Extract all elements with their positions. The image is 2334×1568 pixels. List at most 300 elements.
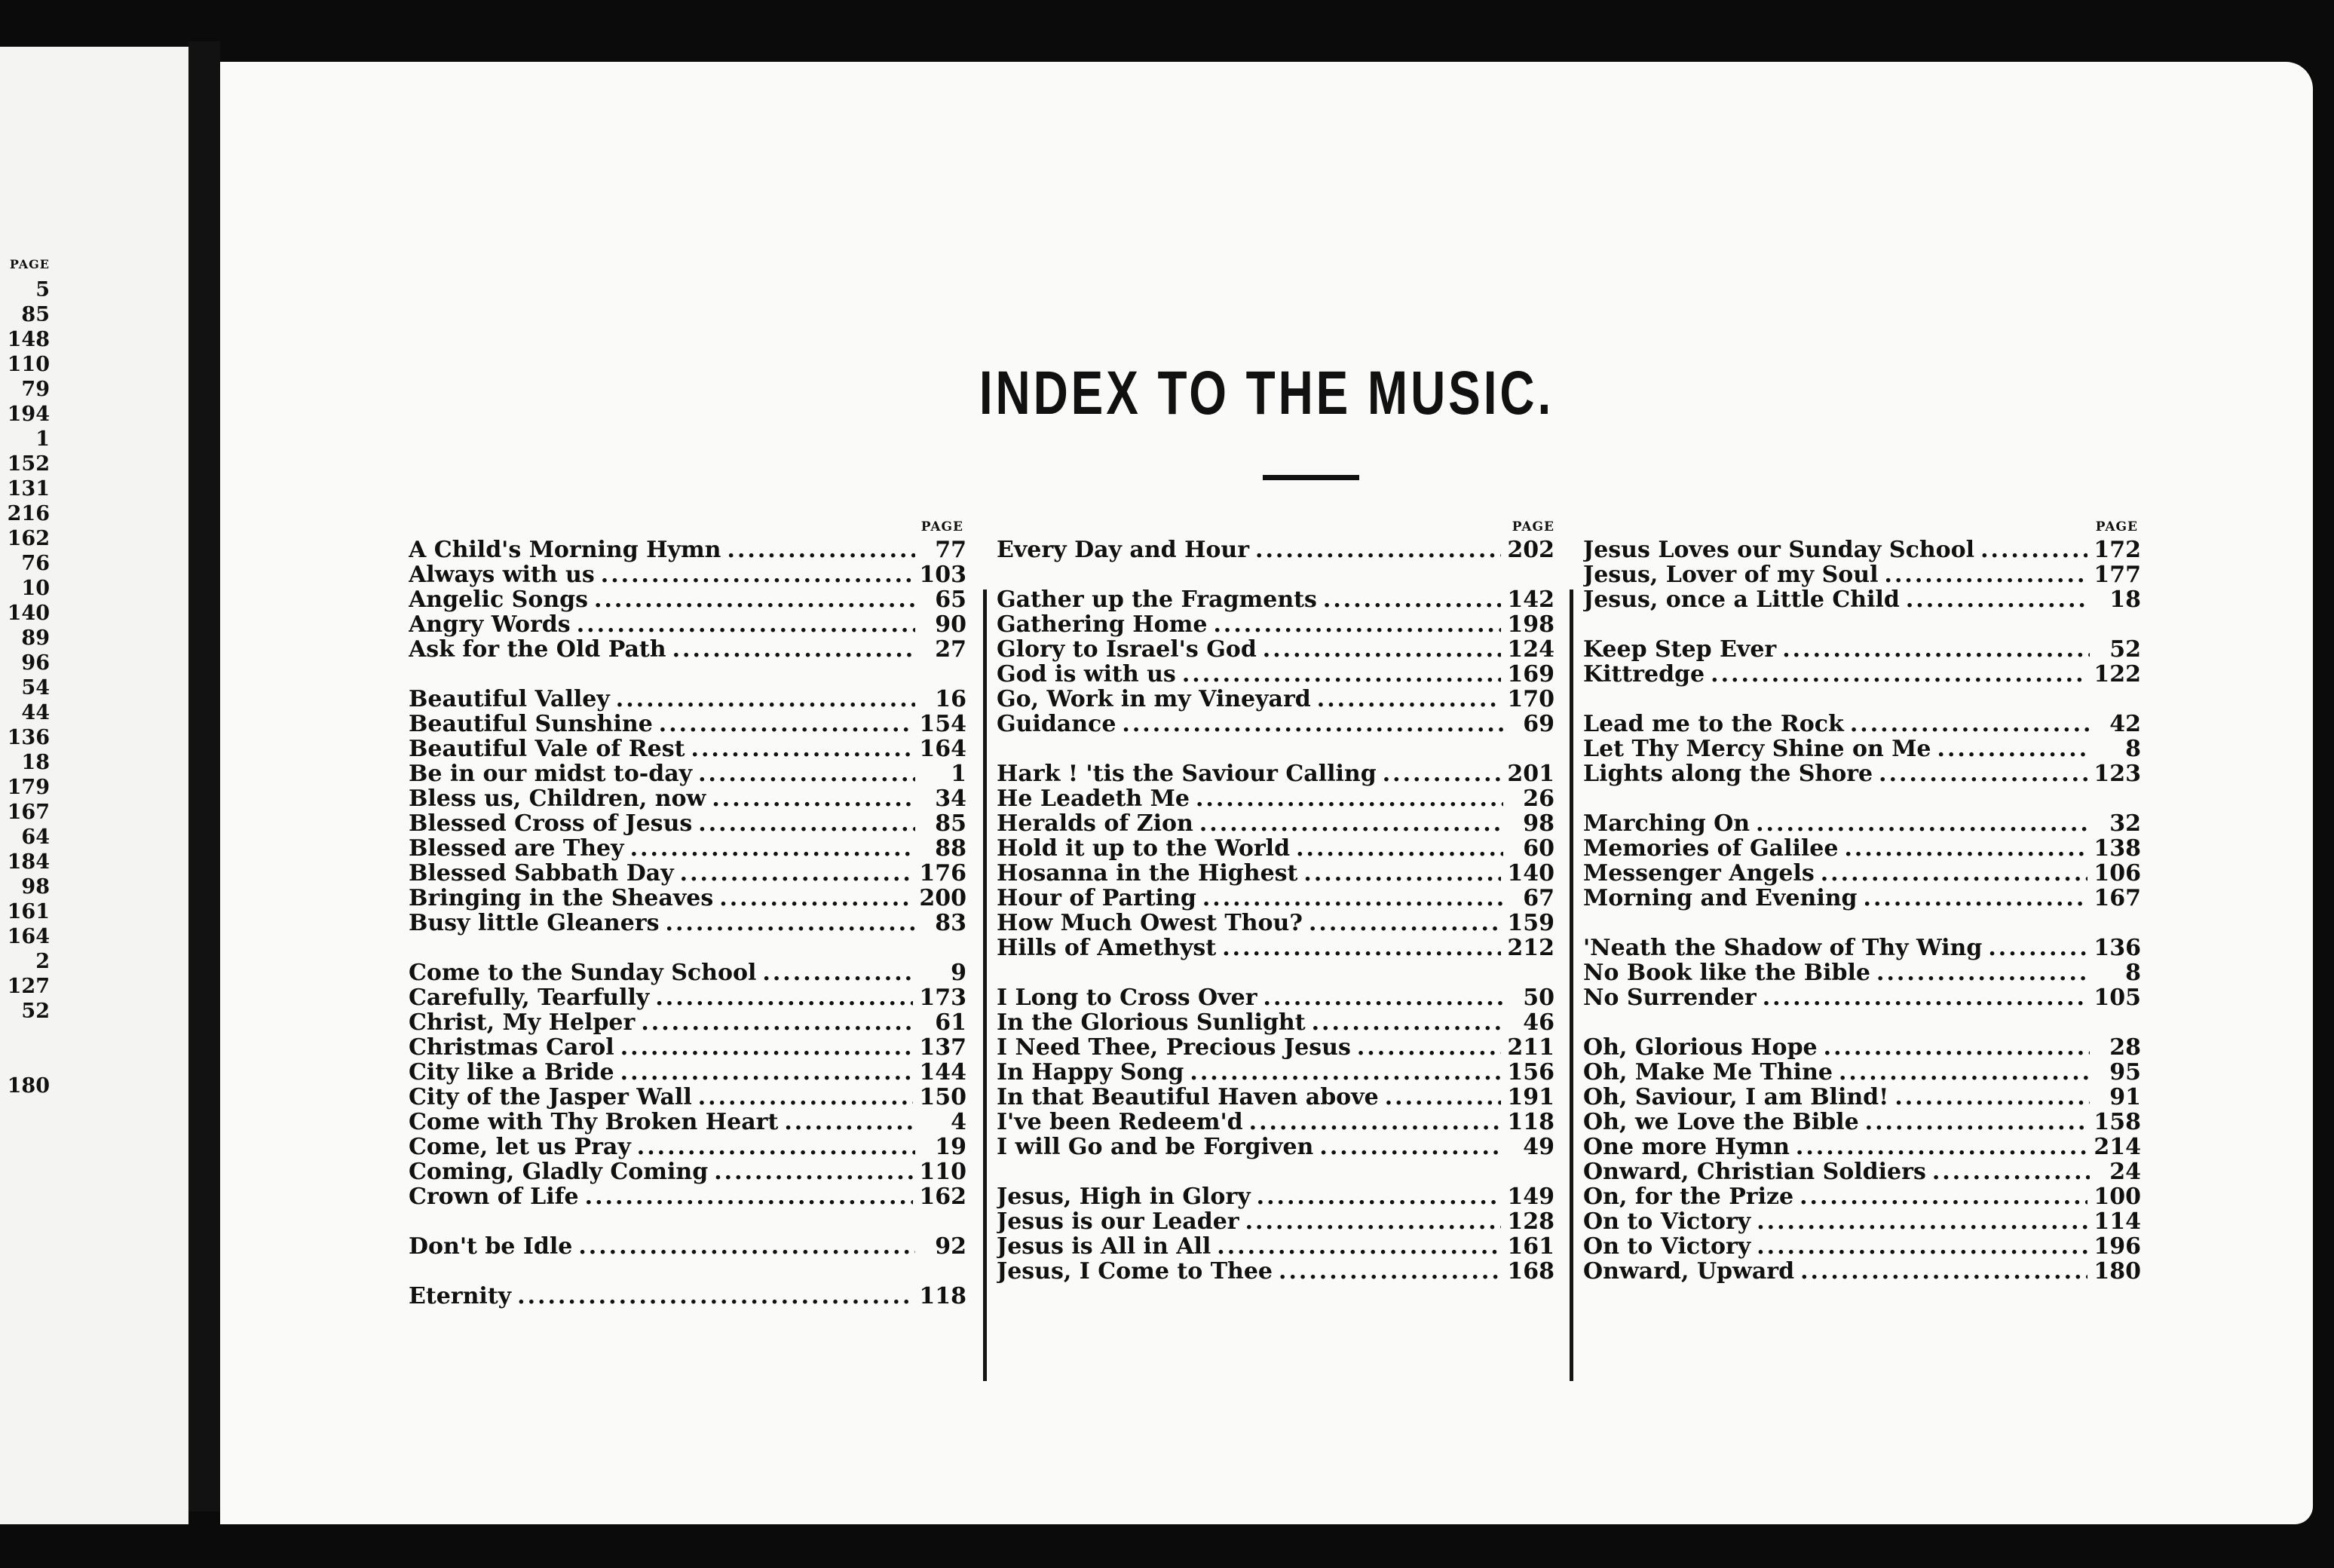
dot-leader [637, 1135, 915, 1159]
hymn-title: Memories of Galilee [1583, 836, 1839, 861]
hymn-title: Christ, My Helper [409, 1010, 636, 1035]
index-entry [997, 1060, 1554, 1085]
page-number: 24 [2109, 1159, 2141, 1184]
dot-leader [727, 537, 916, 562]
page-number: 140 [1507, 861, 1554, 886]
index-entry [997, 911, 1554, 936]
dot-leader [1263, 637, 1502, 662]
page-number: 149 [1507, 1184, 1554, 1209]
index-entry [409, 786, 966, 811]
index-entry [1583, 1159, 2141, 1184]
index-entry [409, 985, 966, 1010]
entry-gap [1583, 1010, 2141, 1035]
index-entry [997, 1135, 1554, 1159]
dot-leader [517, 1284, 913, 1309]
dot-leader [1879, 761, 2087, 786]
hymn-title: 'Neath the Shadow of Thy Wing [1583, 936, 1983, 960]
index-entry [997, 712, 1554, 737]
dot-leader [666, 911, 915, 936]
dot-leader [1988, 936, 2087, 960]
left-page-number: 98 [21, 875, 50, 899]
hymn-title: Jesus, I Come to Thee [997, 1259, 1273, 1284]
hymn-title: On, for the Prize [1583, 1184, 1794, 1209]
dot-leader [1222, 936, 1501, 960]
index-entry [997, 811, 1554, 836]
hymn-title: Bless us, Children, now [409, 786, 706, 811]
index-column-3 [1583, 519, 2141, 1284]
page-number: 9 [951, 960, 966, 985]
dot-leader [1196, 786, 1503, 811]
hymn-title: Go, Work in my Vineyard [997, 687, 1311, 712]
dot-leader [577, 612, 915, 637]
dot-leader [1202, 886, 1503, 911]
index-entry [997, 587, 1554, 612]
hymn-title: Hosanna in the Highest [997, 861, 1298, 886]
index-column-2 [997, 537, 1554, 1284]
index-entry [1583, 1259, 2141, 1284]
dot-leader [719, 886, 913, 911]
left-page-number: 54 [21, 676, 50, 700]
page-number: 138 [2094, 836, 2141, 861]
hymn-title: Blessed Cross of Jesus [409, 811, 693, 836]
dot-leader [655, 985, 913, 1010]
hymn-title: Glory to Israel's God [997, 637, 1257, 662]
index-entry [1583, 1209, 2141, 1234]
index-entry [997, 1234, 1554, 1259]
dot-leader [1255, 537, 1501, 562]
hymn-title: Jesus, once a Little Child [1583, 587, 1900, 612]
column-divider [1570, 590, 1573, 1381]
hymn-title: Busy little Gleaners [409, 911, 660, 936]
index-entry [409, 1284, 966, 1309]
page-number: 169 [1507, 662, 1554, 687]
index-entry [409, 1060, 966, 1085]
page-number: 158 [2094, 1110, 2141, 1135]
index-entry [997, 1010, 1554, 1035]
dot-leader [1303, 861, 1501, 886]
index-entry [1583, 1234, 2141, 1259]
page-number: 156 [1507, 1060, 1554, 1085]
hymn-title: Guidance [997, 712, 1116, 737]
page-number: 91 [2109, 1085, 2141, 1110]
dot-leader [641, 1010, 915, 1035]
page-number: 19 [935, 1135, 966, 1159]
page-number: 114 [2094, 1209, 2141, 1234]
dot-leader [680, 861, 914, 886]
dot-leader [1319, 1135, 1503, 1159]
hymn-title: Hills of Amethyst [997, 936, 1217, 960]
index-entry [409, 836, 966, 861]
index-entry [997, 1110, 1554, 1135]
left-page-number: 127 [7, 975, 50, 998]
left-page-number: 79 [21, 378, 50, 401]
left-page-number: 161 [7, 900, 50, 923]
index-entry [997, 836, 1554, 861]
hymn-title: Gathering Home [997, 612, 1208, 637]
hymn-title: City of the Jasper Wall [409, 1085, 692, 1110]
page-number: 32 [2109, 811, 2141, 836]
index-entry [409, 1085, 966, 1110]
left-page-number: 184 [7, 850, 50, 874]
dot-leader [1323, 587, 1501, 612]
hymn-title: Always with us [409, 562, 595, 587]
hymn-title: Blessed are They [409, 836, 624, 861]
index-entry [1583, 1110, 2141, 1135]
dot-leader [620, 1060, 914, 1085]
dot-leader [1906, 587, 2090, 612]
page-number: 34 [935, 786, 966, 811]
dot-leader [601, 562, 914, 587]
left-page-number: 85 [21, 303, 50, 326]
page-number: 154 [919, 712, 966, 737]
dot-leader [1937, 737, 2090, 761]
left-page-number: 52 [21, 1000, 50, 1023]
dot-leader [1190, 1060, 1501, 1085]
dot-leader [1199, 811, 1503, 836]
left-page-number: 216 [7, 502, 50, 525]
entry-gap [997, 562, 1554, 587]
index-entry [997, 761, 1554, 786]
hymn-title: I Need Thee, Precious Jesus [997, 1035, 1351, 1060]
index-entry [409, 1035, 966, 1060]
index-entry [997, 662, 1554, 687]
index-entry [409, 761, 966, 786]
hymn-title: Beautiful Valley [409, 687, 610, 712]
dot-leader [1757, 1234, 2087, 1259]
hymn-title: Oh, Glorious Hope [1583, 1035, 1818, 1060]
left-page-number: 152 [7, 452, 50, 476]
index-entry [997, 1209, 1554, 1234]
dot-leader [1876, 960, 2090, 985]
page-number: 137 [919, 1035, 966, 1060]
hymn-title: Morning and Evening [1583, 886, 1858, 911]
dot-leader [1217, 1234, 1501, 1259]
left-page-number: 180 [7, 1074, 50, 1098]
page-number: 124 [1507, 637, 1554, 662]
index-entry [409, 1110, 966, 1135]
hymn-title: Bringing in the Sheaves [409, 886, 714, 911]
dot-leader [1932, 1159, 2090, 1184]
page-number: 196 [2094, 1234, 2141, 1259]
title-rule [1263, 475, 1359, 480]
dot-leader [1257, 1184, 1502, 1209]
hymn-title: Oh, Saviour, I am Blind! [1583, 1085, 1889, 1110]
index-entry [409, 1159, 966, 1184]
index-entry [1583, 811, 2141, 836]
hymn-title: Onward, Christian Soldiers [1583, 1159, 1926, 1184]
page-number: 122 [2094, 662, 2141, 687]
hymn-title: Lead me to the Rock [1583, 712, 1844, 737]
left-page-number: 162 [7, 527, 50, 550]
dot-leader [1800, 1259, 2087, 1284]
index-entry [1583, 1060, 2141, 1085]
entry-gap [409, 936, 966, 960]
dot-leader [659, 712, 914, 737]
hymn-title: Come to the Sunday School [409, 960, 757, 985]
entry-gap [997, 1159, 1554, 1184]
left-page-fragment [0, 47, 188, 1524]
hymn-title: Angelic Songs [409, 587, 589, 612]
index-entry [997, 1085, 1554, 1110]
index-entry [997, 1035, 1554, 1060]
dot-leader [691, 737, 914, 761]
index-column-1 [409, 519, 966, 1309]
page-number: 170 [1507, 687, 1554, 712]
page-number: 177 [2094, 562, 2141, 587]
dot-leader [1821, 861, 2088, 886]
entry-gap [1583, 786, 2141, 811]
page-number: 144 [919, 1060, 966, 1085]
index-entry [1583, 1184, 2141, 1209]
index-entry [997, 537, 1554, 562]
dot-leader [698, 1085, 914, 1110]
dot-leader [1249, 1110, 1502, 1135]
hymn-title: Marching On [1583, 811, 1750, 836]
left-page-number: 96 [21, 651, 50, 675]
page-number: 46 [1523, 1010, 1554, 1035]
dot-leader [1383, 761, 1502, 786]
index-entry [409, 537, 966, 562]
hymn-title: I Long to Cross Over [997, 985, 1257, 1010]
page-number: 103 [919, 562, 966, 587]
page-number: 136 [2094, 936, 2141, 960]
left-page-gap [0, 1049, 50, 1073]
dot-leader [1800, 1184, 2087, 1209]
page-number: 214 [2094, 1135, 2141, 1159]
page-number: 128 [1507, 1209, 1554, 1234]
page-number: 105 [2094, 985, 2141, 1010]
page-number: 90 [935, 612, 966, 637]
hymn-title: How Much Owest Thou? [997, 911, 1303, 936]
hymn-title: Hour of Parting [997, 886, 1196, 911]
hymn-title: Eternity [409, 1284, 512, 1309]
dot-leader [698, 811, 915, 836]
page-number: 118 [919, 1284, 966, 1309]
dot-leader [594, 587, 915, 612]
page-number: 106 [2094, 861, 2141, 886]
hymn-title: Come, let us Pray [409, 1135, 631, 1159]
page-number: 176 [919, 861, 966, 886]
left-page-number: 5 [35, 278, 50, 302]
index-entry [1583, 886, 2141, 911]
dot-leader [1309, 911, 1501, 936]
left-page-number: 110 [7, 353, 50, 376]
index-entry [409, 737, 966, 761]
hymn-title: In Happy Song [997, 1060, 1184, 1085]
index-entry [1583, 960, 2141, 985]
page-number: 191 [1507, 1085, 1554, 1110]
hymn-title: No Book like the Bible [1583, 960, 1871, 985]
index-entry [1583, 737, 2141, 761]
page-number: 180 [2094, 1259, 2141, 1284]
hymn-title: Coming, Gladly Coming [409, 1159, 709, 1184]
page-number: 212 [1507, 936, 1554, 960]
index-entry [997, 985, 1554, 1010]
page-number: 161 [1507, 1234, 1554, 1259]
index-entry [409, 1234, 966, 1259]
dot-leader [1844, 836, 2087, 861]
hymn-title: I will Go and be Forgiven [997, 1135, 1314, 1159]
index-entry [1583, 637, 2141, 662]
page-number: 95 [2109, 1060, 2141, 1085]
page-number: 26 [1523, 786, 1554, 811]
index-entry [997, 1259, 1554, 1284]
dot-leader [1763, 985, 2088, 1010]
dot-leader [712, 786, 915, 811]
index-entry [409, 811, 966, 836]
hymn-title: Every Day and Hour [997, 537, 1250, 562]
index-entry [1583, 1085, 2141, 1110]
index-entry [1583, 936, 2141, 960]
page-number: 49 [1523, 1135, 1554, 1159]
dot-leader [698, 761, 915, 786]
column-page-header: PAGE [1512, 519, 1554, 534]
hymn-title: Jesus is our Leader [997, 1209, 1239, 1234]
hymn-title: No Surrender [1583, 985, 1757, 1010]
hymn-title: Messenger Angels [1583, 861, 1815, 886]
hymn-title: On to Victory [1583, 1209, 1751, 1234]
page-number: 110 [919, 1159, 966, 1184]
page-number: 1 [951, 761, 966, 786]
entry-gap [1583, 612, 2141, 637]
index-entry [1583, 836, 2141, 861]
page-number: 172 [2094, 537, 2141, 562]
page-number: 202 [1507, 537, 1554, 562]
hymn-title: Let Thy Mercy Shine on Me [1583, 737, 1931, 761]
page-number: 142 [1507, 587, 1554, 612]
dot-leader [1885, 562, 2088, 587]
hymn-title: Oh, Make Me Thine [1583, 1060, 1833, 1085]
index-entry [409, 1184, 966, 1209]
page-number: 200 [919, 886, 966, 911]
hymn-title: Onward, Upward [1583, 1259, 1795, 1284]
left-page-number: 89 [21, 626, 50, 650]
index-entry [997, 886, 1554, 911]
index-entry [997, 612, 1554, 637]
hymn-title: Beautiful Vale of Rest [409, 737, 685, 761]
page-number: 8 [2125, 737, 2141, 761]
left-page-number: 136 [7, 726, 50, 749]
page-number: 67 [1523, 886, 1554, 911]
dot-leader [630, 836, 915, 861]
column-divider [983, 590, 987, 1381]
hymn-title: In that Beautiful Haven above [997, 1085, 1379, 1110]
page-number: 159 [1507, 911, 1554, 936]
page-number: 88 [935, 836, 966, 861]
hymn-title: Kittredge [1583, 662, 1705, 687]
page-number: 123 [2094, 761, 2141, 786]
hymn-title: Angry Words [409, 612, 571, 637]
dot-leader [1711, 662, 2087, 687]
hymn-title: Be in our midst to-day [409, 761, 693, 786]
hymn-title: God is with us [997, 662, 1176, 687]
left-page-number: 1 [35, 427, 50, 451]
entry-gap [997, 737, 1554, 761]
hymn-title: One more Hymn [1583, 1135, 1790, 1159]
index-entry [997, 687, 1554, 712]
dot-leader [616, 687, 915, 712]
page-number: 98 [1523, 811, 1554, 836]
index-entry [1583, 662, 2141, 687]
hymn-title: Blessed Sabbath Day [409, 861, 674, 886]
dot-leader [1182, 662, 1502, 687]
index-entry [997, 1184, 1554, 1209]
index-entry [409, 687, 966, 712]
index-entry [409, 1010, 966, 1035]
page-number: 65 [935, 587, 966, 612]
page-title: INDEX TO THE MUSIC. [979, 359, 1554, 427]
page-number: 168 [1507, 1259, 1554, 1284]
page-number: 167 [2094, 886, 2141, 911]
left-page-number: 76 [21, 552, 50, 575]
page-number: 173 [919, 985, 966, 1010]
index-page [220, 62, 2313, 1524]
dot-leader [672, 637, 915, 662]
dot-leader [1839, 1060, 2090, 1085]
dot-leader [1385, 1085, 1502, 1110]
dot-leader [714, 1159, 913, 1184]
index-entry [409, 886, 966, 911]
page-number: 8 [2125, 960, 2141, 985]
left-page-number: 10 [21, 577, 50, 600]
page-number: 83 [935, 911, 966, 936]
index-entry [1583, 861, 2141, 886]
dot-leader [1865, 1110, 2088, 1135]
dot-leader [784, 1110, 915, 1135]
dot-leader [1312, 1010, 1503, 1035]
hymn-title: Christmas Carol [409, 1035, 614, 1060]
dot-leader [1756, 811, 2090, 836]
index-entry [409, 637, 966, 662]
dot-leader [1782, 637, 2090, 662]
entry-gap [997, 960, 1554, 985]
hymn-title: Ask for the Old Path [409, 637, 666, 662]
hymn-title: On to Victory [1583, 1234, 1751, 1259]
hymn-title: He Leadeth Me [997, 786, 1190, 811]
left-page-number-column [0, 256, 50, 1098]
entry-gap [1583, 687, 2141, 712]
index-entry [1583, 537, 2141, 562]
left-page-number: 64 [21, 825, 50, 849]
hymn-title: Carefully, Tearfully [409, 985, 650, 1010]
page-number: 162 [919, 1184, 966, 1209]
hymn-title: Jesus is All in All [997, 1234, 1211, 1259]
hymn-title: Oh, we Love the Bible [1583, 1110, 1859, 1135]
page-number: 211 [1507, 1035, 1554, 1060]
left-page-number: 179 [7, 776, 50, 799]
left-page-number: 148 [7, 328, 50, 351]
page-number: 100 [2094, 1184, 2141, 1209]
index-entry [997, 861, 1554, 886]
dot-leader [1850, 712, 2090, 737]
hymn-title: Lights along the Shore [1583, 761, 1873, 786]
entry-gap [409, 1259, 966, 1284]
entry-gap [1583, 911, 2141, 936]
page-number: 61 [935, 1010, 966, 1035]
left-page-number: 164 [7, 925, 50, 948]
dot-leader [1317, 687, 1502, 712]
dot-leader [1894, 1085, 2090, 1110]
dot-leader [1245, 1209, 1502, 1234]
dot-leader [1980, 537, 2087, 562]
dot-leader [1864, 886, 2088, 911]
page-number: 60 [1523, 836, 1554, 861]
column-page-header: PAGE [920, 519, 963, 534]
page-number: 201 [1507, 761, 1554, 786]
hymn-title: Hark ! 'tis the Saviour Calling [997, 761, 1377, 786]
entry-gap [409, 662, 966, 687]
dot-leader [1296, 836, 1503, 861]
